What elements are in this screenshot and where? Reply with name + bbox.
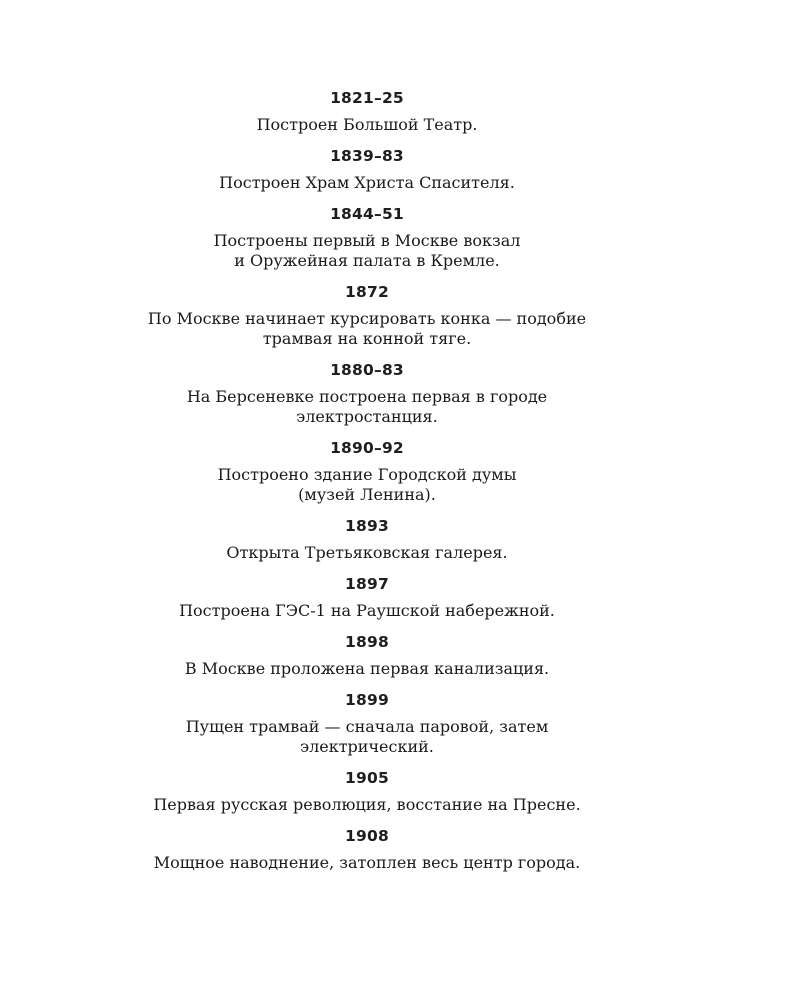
- entry-text: Построена ГЭС-1 на Раушской набережной.: [179, 601, 555, 620]
- timeline-entry: [0, 690, 734, 757]
- entry-year: 1890–92: [330, 439, 404, 457]
- entry-year: 1897: [345, 575, 389, 593]
- timeline-entry: [0, 146, 734, 193]
- timeline-entry: [0, 438, 734, 505]
- entry-year: 1898: [345, 633, 389, 651]
- entry-year: 1899: [345, 691, 389, 709]
- entry-year: 1844–51: [330, 205, 404, 223]
- entry-year: 1908: [345, 827, 389, 845]
- timeline-entry: [0, 826, 734, 873]
- timeline-entry: [0, 88, 734, 135]
- entry-year: 1839–83: [330, 147, 404, 165]
- entry-year: 1905: [345, 769, 389, 787]
- timeline-entry: [0, 768, 734, 815]
- entry-year: 1872: [345, 283, 389, 301]
- entry-text: Построено здание Городской думы (музей Ленина).: [217, 465, 517, 504]
- timeline-entry: [0, 360, 734, 427]
- entry-text: На Берсеневке построена первая в городе электростанция.: [186, 387, 548, 426]
- timeline-entry: [0, 282, 734, 349]
- entry-text: Построен Большой Театр.: [256, 115, 478, 134]
- entry-text: По Москве начинает курсировать конка — подобие трамвая на конной тяге.: [147, 309, 587, 348]
- entry-text: Построены первый в Москве вокзал и Оружейная палата в Кремле.: [213, 231, 521, 270]
- timeline: [0, 88, 734, 873]
- entry-text: В Москве проложена первая канализация.: [184, 659, 550, 678]
- entry-year: 1821–25: [330, 89, 404, 107]
- entry-text: Построен Храм Христа Спасителя.: [219, 173, 515, 192]
- entry-text: Пущен трамвай — сначала паровой, затем электрический.: [185, 717, 549, 756]
- timeline-entry: [0, 516, 734, 563]
- entry-year: 1880–83: [330, 361, 404, 379]
- entry-text: Мощное наводнение, затоплен весь центр города.: [153, 853, 581, 872]
- timeline-entry: [0, 632, 734, 679]
- timeline-entry: [0, 204, 734, 271]
- timeline-entry: [0, 574, 734, 621]
- entry-text: Первая русская революция, восстание на Пресне.: [153, 795, 581, 814]
- entry-text: Открыта Третьяковская галерея.: [226, 543, 508, 562]
- entry-year: 1893: [345, 517, 389, 535]
